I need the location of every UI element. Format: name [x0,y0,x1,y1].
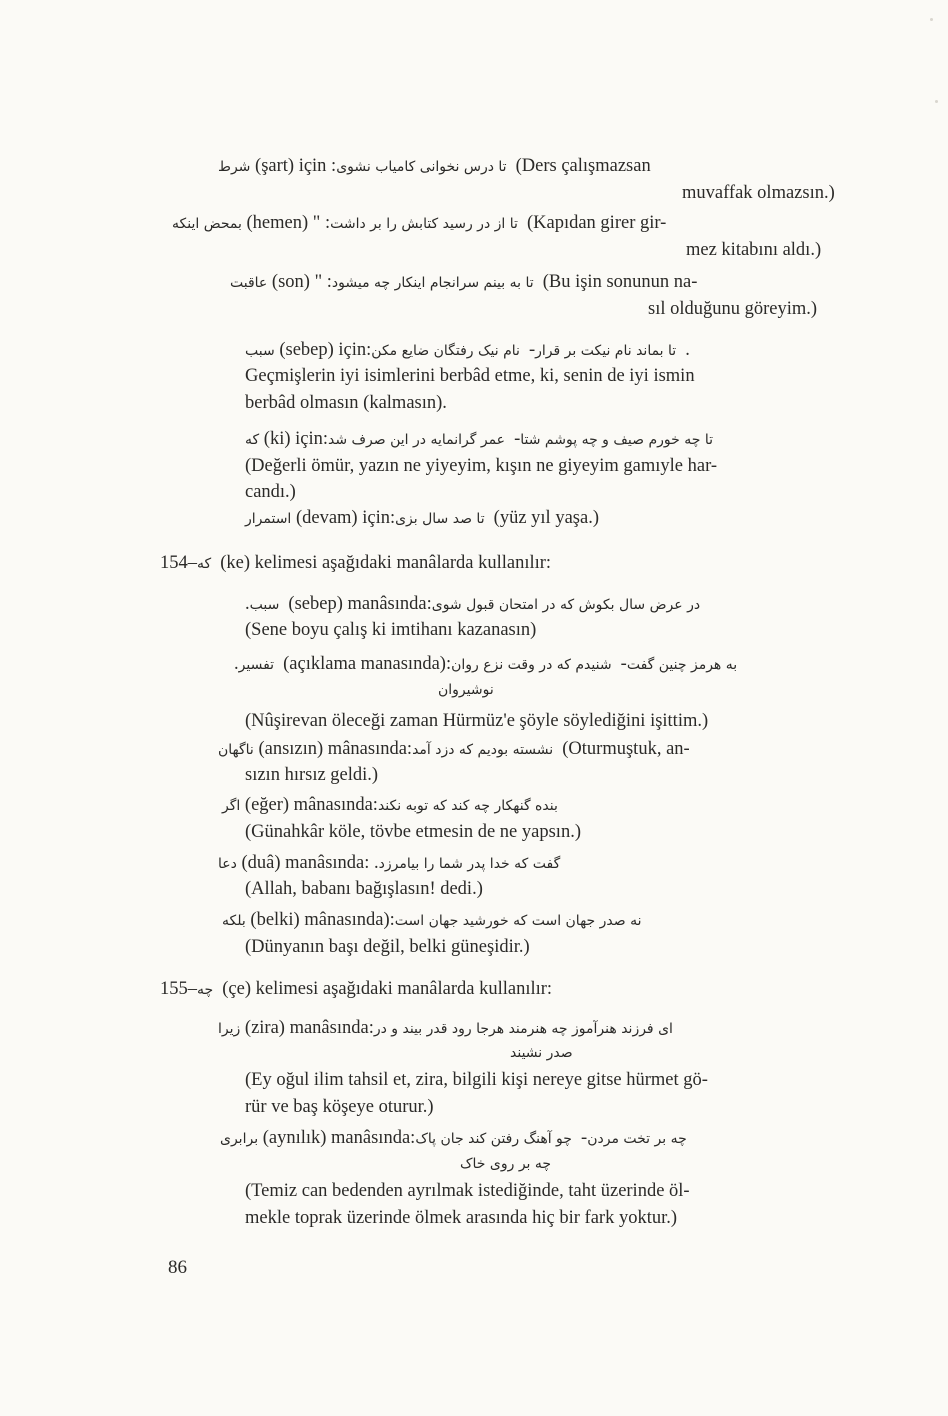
text-line: ناگهان (ansızın) mânasında: نشسته بودیم که دزد آمد (Oturmuştuk, an- [218,739,690,759]
text-line: 154– که (ke) kelimesi aşağıdaki manâlarda kullanılır: [160,553,552,573]
text-line: (Allah, babanı bağışlasın! dedi.) [245,879,483,899]
text-line: (Dünyanın başı değil, belki güneşidir.) [245,937,530,957]
text-line: نوشیروان [438,682,494,698]
text-line: rür ve baş köşeye oturur.) [245,1097,434,1117]
text-line: چه بر روی خاک [460,1156,552,1172]
text-line: (Sene boyu çalış ki imtihanı kazanasın) [245,620,537,640]
text-line: برابری (aynılık) manâsında: چو آهنگ رفتن کند جان پاک - چه بر تخت مردن [220,1128,692,1148]
text-line: mez kitabını aldı.) [686,240,822,260]
text-line: (Ey oğul ilim tahsil et, zira, bilgili kişi nereye gitse hürmet gö- [245,1070,708,1090]
text-line: berbâd olmasın (kalmasın). [245,393,447,413]
text-line: سبب (sebep) için: نام نیک رفتگان ضایع مکن - تا بماند نام نیکت بر قرار . [245,340,690,360]
text-line: . تفسیر (açıklama manasında): شنیدم که در وقت نزع روان - به هرمز چنین گفت [234,654,742,674]
text-line: sıl olduğunu göreyim.) [648,299,818,319]
text-line: (Değerli ömür, yazın ne yiyeyim, kışın ne giyeyim gamıyle har- [245,456,718,476]
text-line: بمحض اینکه (hemen) " : تا از در رسید کتابش را بر داشت (Kapıdan girer gir- [172,213,667,233]
text-line: عاقبت (son) " : تا به بینم سرانجام اینکار چه میشود (Bu işin sonunun na- [230,272,698,292]
text-line: (Nûşirevan öleceği zaman Hürmüz'e şöyle söylediğini işittim.) [245,711,709,731]
page-number: 86 [168,1257,187,1278]
text-line: (Günahkâr köle, tövbe etmesin de ne yapsın.) [245,822,581,842]
text-line: muvaffak olmazsın.) [682,183,835,203]
text-line: شرط (şart) için : تا درس نخوانی کامیاب نشوی (Ders çalışmazsan [218,156,651,176]
text-line: . سبب (sebep) manâsında: در عرض سال بکوش که در امتحان قبول شوی [245,594,705,614]
text-line: بلکه (belki) mânasında): نه صدر جهان است که خورشید جهان است [222,910,646,930]
text-line: صدر نشیند [510,1045,573,1061]
paper-speck [930,18,933,21]
text-line: candı.) [245,482,296,502]
text-line: mekle toprak üzerinde ölmek arasında hiç bir fark yoktur.) [245,1208,678,1228]
paper-speck [935,100,938,103]
text-line: اگر (eğer) mânasında: بنده گنهکار چه کند که توبه نکند [222,795,563,815]
text-line: که (ki) için: عمر گرانمایه در این صرف شد - تا چه خورم صیف و چه پوشم شتا [245,429,718,449]
text-line: دعا (duâ) manâsında: . گفت که خدا پدر شما را بیامرزد [218,853,565,873]
text-line: استمرار (devam) için: تا صد سال بزی (yüz yıl yaşa.) [245,508,599,528]
text-line: (Temiz can bedenden ayrılmak istediğinde, taht üzerinde öl- [245,1181,690,1201]
text-line: sızın hırsız geldi.) [245,765,379,785]
text-line: Geçmişlerin iyi isimlerini berbâd etme, ki, senin de iyi ismin [245,366,695,386]
text-line: 155– چه (çe) kelimesi aşağıdaki manâlarda kullanılır: [160,979,553,999]
text-line: زیرا (zira) manâsında: ای فرزند هنرآموز چه هنرمند هرجا رود قدر بیند و در [218,1018,678,1038]
